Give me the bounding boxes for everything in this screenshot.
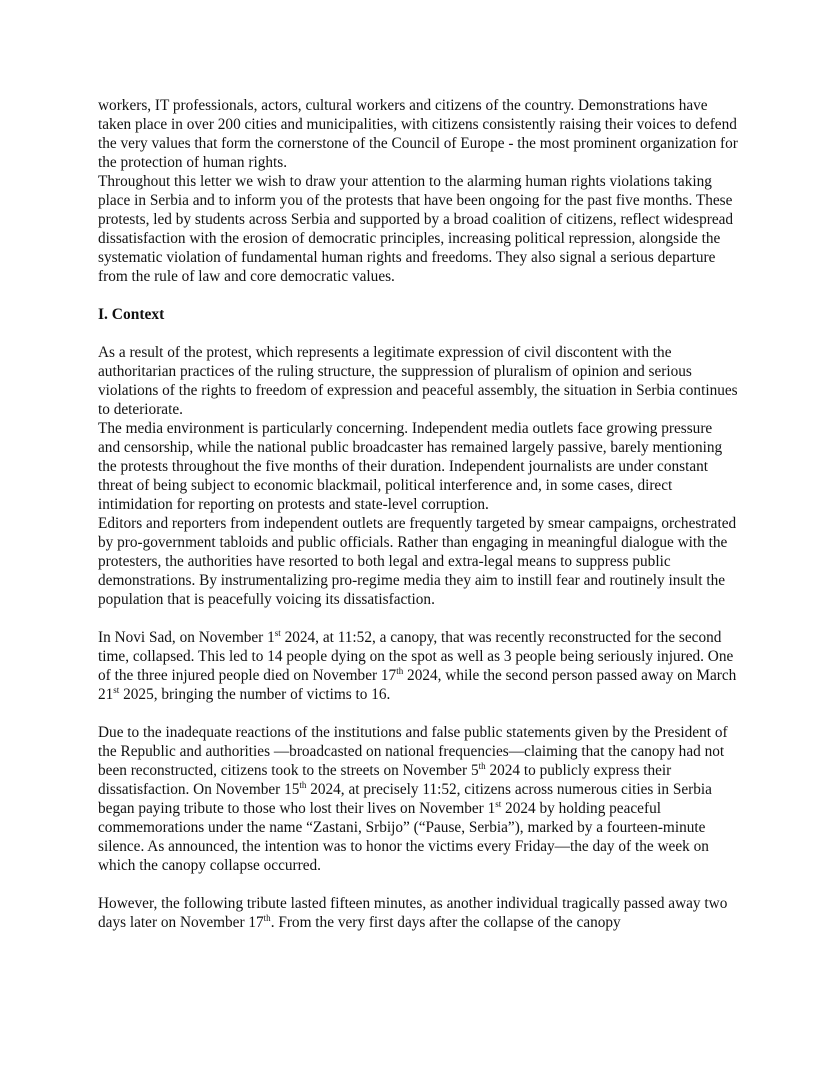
text-run: 2024 to publicly express their dissatisfaction. On November 15 bbox=[98, 762, 672, 798]
intro-paragraph-1: workers, IT professionals, actors, cultural workers and citizens of the country. Demonstrations have taken place in over 200 cities and municipalities, with citizens consistently raising their voices to defend the very values that form the cornerstone of the Council of Europe - the most prominent organization for the protection of human rights. bbox=[98, 97, 738, 171]
ordinal-suffix: th bbox=[396, 665, 404, 676]
ordinal-suffix: st bbox=[274, 627, 281, 638]
novi-sad-paragraph bbox=[98, 628, 738, 704]
text-run: However, the following tribute lasted fifteen minutes, as another individual tragically passed away two days later on November 17 bbox=[98, 895, 728, 931]
ordinal-suffix: th bbox=[299, 779, 307, 790]
text-run: 2025, bringing the number of victims to 16. bbox=[119, 686, 391, 703]
text-run: In Novi Sad, on November 1 bbox=[98, 629, 275, 646]
ordinal-suffix: st bbox=[495, 798, 502, 809]
text-run: 2024, while the second person passed away on March 21 bbox=[98, 667, 737, 703]
section-heading-context: I. Context bbox=[98, 306, 165, 323]
text-run: . From the very first days after the collapse of the canopy bbox=[270, 914, 621, 931]
intro-paragraph-2: Throughout this letter we wish to draw your attention to the alarming human rights violations taking place in Serbia and to inform you of the protests that have been ongoing for the past five months. These protests, led by students across Serbia and supported by a broad coalition of citizens, reflect widespread dissatisfaction with the erosion of democratic principles, increasing political repression, alongside the systematic violation of fundamental human rights and freedoms. They also signal a serious departure from the rule of law and core democratic values. bbox=[98, 173, 734, 285]
text-run: 2024, at 11:52, a canopy, that was recently reconstructed for the second time, collapsed. This led to 14 people dying on the spot as well as 3 people being seriously injured. One of the three injured people died on November 17 bbox=[98, 629, 734, 684]
text-run: Due to the inadequate reactions of the institutions and false public statements given by the President of the Republic and authorities —broadcasted on national frequencies—claiming that the canopy had not been reconstructed, citizens took to the streets on November 5 bbox=[98, 724, 728, 779]
context-paragraph-1: As a result of the protest, which represents a legitimate expression of civil discontent with the authoritarian practices of the ruling structure, the suppression of pluralism of opinion and serious violations of the rights to freedom of expression and peaceful assembly, the situation in Serbia continues to deteriorate. bbox=[98, 344, 738, 418]
reactions-paragraph bbox=[98, 723, 738, 875]
text-run: 2024 by holding peaceful commemorations under the name “Zastani, Srbijo” (“Pause, Serbia”), marked by a fourteen-minute silence. As announced, the intention was to honor the victims every Friday—the day of the week on which the canopy collapse occurred. bbox=[98, 800, 709, 874]
ordinal-suffix: th bbox=[478, 760, 486, 771]
context-paragraph-2: The media environment is particularly concerning. Independent media outlets face growing pressure and censorship, while the national public broadcaster has remained largely passive, barely mentioning the protests throughout the five months of their duration. Independent journalists are under constant threat of being subject to economic blackmail, political interference and, in some cases, direct intimidation for reporting on protests and state-level corruption. bbox=[98, 420, 723, 513]
ordinal-suffix: th bbox=[263, 912, 271, 923]
context-paragraph-3: Editors and reporters from independent outlets are frequently targeted by smear campaigns, orchestrated by pro-government tabloids and public officials. Rather than engaging in meaningful dialogue with the protesters, the authorities have resorted to both legal and extra-legal means to suppress public demonstrations. By instrumentalizing pro-regime media they aim to instill fear and routinely insult the population that is peacefully voicing its dissatisfaction. bbox=[98, 515, 737, 608]
text-run: 2024, at precisely 11:52, citizens across numerous cities in Serbia began paying tribute to those who lost their lives on November 1 bbox=[98, 781, 712, 817]
ordinal-suffix: st bbox=[113, 684, 120, 695]
document-page bbox=[98, 96, 738, 932]
tribute-paragraph bbox=[98, 894, 738, 932]
